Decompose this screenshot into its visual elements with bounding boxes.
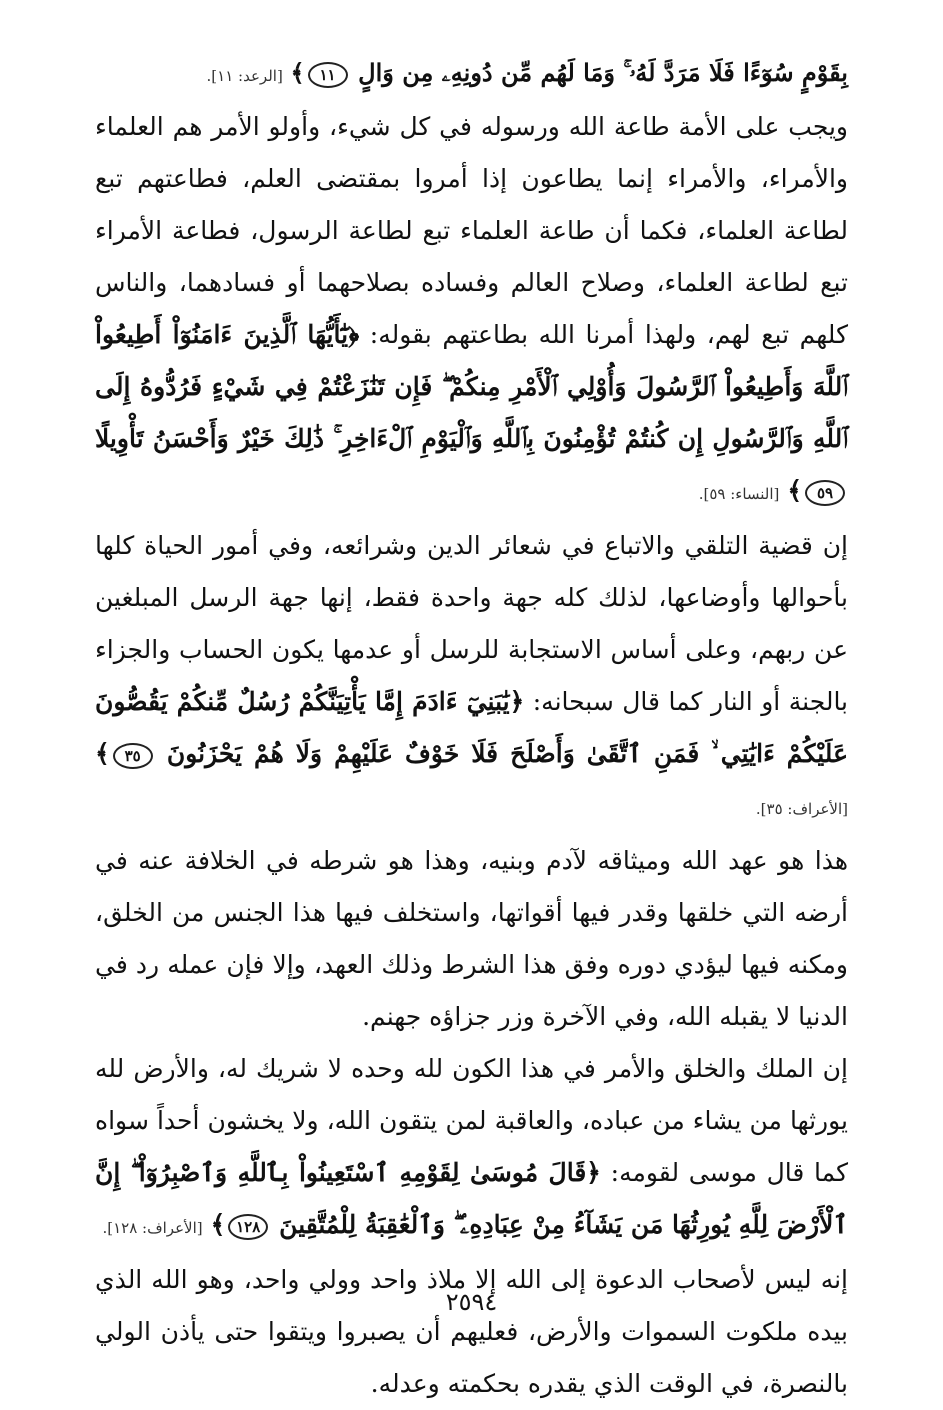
verse-close-bracket: ﴾	[210, 1210, 226, 1239]
verse-reference: [النساء: ٥٩].	[698, 485, 780, 503]
quran-verse: بِقَوْمٍ سُوٓءًا فَلَا مَرَدَّ لَهُۥ ۚ وَمَا لَهُم مِّن دُونِهِۦ مِن وَالٍ	[358, 58, 848, 87]
paragraph-text: هذا هو عهد الله وميثاقه لآدم وبنيه، وهذا هو شرطه في الخلافة عنه في أرضه التي خلقها وقدر فيها أقواتها، واستخلف فيها هذا الجنس من الخلق، ومكنه فيها ليؤدي دوره وفق هذا الشرط وذلك العهد، وإلا فإن عمله رد في الدنيا لا يقبله الله، وفي الآخرة وزر جزاؤه جهنم.	[95, 846, 848, 1031]
paragraph-obedience	[95, 101, 848, 520]
paragraph-dominion	[95, 1043, 848, 1254]
paragraph-covenant	[95, 835, 848, 1043]
paragraph-dawah	[95, 1254, 848, 1410]
page-content	[95, 48, 848, 1410]
verse-reference: [الأعراف: ٣٥].	[755, 800, 848, 818]
ayah-number-badge: ٥٩	[805, 480, 845, 506]
quran-verse: يَٰٓأَيُّهَا ٱلَّذِينَ ءَامَنُوٓاْ أَطِيعُواْ ٱللَّهَ وَأَطِيعُواْ ٱلرَّسُولَ وَأُوْلِي ٱلْأَمْرِ مِنكُمْ ۖ فَإِن تَنَٰزَعْتُمْ فِي شَيْءٍ فَرُدُّوهُ إِلَى ٱللَّهِ وَٱلرَّسُولِ إِن كُنتُمْ تُؤْمِنُونَ بِٱللَّهِ وَٱلْيَوْمِ ٱلْءَاخِرِ ۚ ذَٰلِكَ خَيْرٌ وَأَحْسَنُ تَأْوِيلًا	[95, 320, 848, 453]
verse-open-bracket: ﴿	[586, 1158, 601, 1187]
ayah-number-badge: ١١	[308, 62, 348, 88]
paragraph-text: إن الملك والخلق والأمر في هذا الكون لله وحده لا شريك له، والأرض لله يورثها من يشاء من عباده، والعاقبة لمن يتقون الله، ولا يخشون أحداً سواه كما قال موسى لقومه:	[95, 1054, 848, 1187]
quran-verse: قَالَ مُوسَىٰ لِقَوْمِهِ ٱسْتَعِينُواْ بِٱللَّهِ وَٱصْبِرُوٓاْ ۖ إِنَّ ٱلْأَرْضَ لِلَّهِ يُورِثُهَا مَن يَشَآءُ مِنْ عِبَادِهِۦ ۖ وَٱلْعَٰقِبَةُ لِلْمُتَّقِينَ	[95, 1158, 848, 1239]
page-number: ٢٥٩٤	[445, 1288, 498, 1316]
paragraph-following-messengers	[95, 520, 848, 835]
verse-open-bracket: ﴿	[348, 320, 360, 349]
paragraph-text: إنه ليس لأصحاب الدعوة إلى الله إلا ملاذ واحد وولي واحد، وهو الله الذي بيده ملكوت السموات والأرض، فعليهم أن يصبروا ويتقوا حتى يأذن الولي بالنصرة، في الوقت الذي يقدره بحكمته وعدله.	[95, 1265, 848, 1398]
verse-close-bracket: ﴾	[95, 739, 110, 768]
paragraph-text: إن قضية التلقي والاتباع في شعائر الدين وشرائعه، وفي أمور الحياة كلها بأحوالها وأوضاعها، لذلك كله جهة واحدة فقط، إنها جهة الرسل المبلغين عن ربهم، وعلى أساس الاستجابة للرسل أو عدمها يكون الحساب والجزاء بالجنة أو النار كما قال سبحانه:	[95, 531, 849, 716]
verse-reference: [الأعراف: ١٢٨].	[102, 1219, 203, 1237]
verse-reference: [الرعد: ١١].	[206, 67, 283, 85]
ayah-number-badge: ٣٥	[113, 743, 153, 769]
verse-open-bracket: ﴿	[509, 687, 525, 716]
paragraph-text: ويجب على الأمة طاعة الله ورسوله في كل شيء، وأولو الأمر هم العلماء والأمراء، والأمراء إنما يطاعون إذا أمروا بمقتضى العلم، فطاعتهم تبع لطاعة العلماء، فكما أن طاعة العلماء تبع لطاعة الرسول، فطاعة الأمراء تبع لطاعة العلماء، وصلاح العالم وفساده بصلاحهما أو فسادهما، والناس كلهم تبع لهم، ولهذا أمرنا الله بطاعتهم بقوله:	[95, 112, 848, 349]
quran-verse: يَٰبَنِيٓ ءَادَمَ إِمَّا يَأْتِيَنَّكُمْ رُسُلٌ مِّنكُمْ يَقُصُّونَ عَلَيْكُمْ ءَايَٰتِي ۙ فَمَنِ ٱتَّقَىٰ وَأَصْلَحَ فَلَا خَوْفٌ عَلَيْهِمْ وَلَا هُمْ يَحْزَنُونَ	[95, 687, 848, 768]
verse-close-bracket: ﴾	[787, 476, 802, 505]
top-verse-line	[95, 48, 848, 101]
verse-close-bracket: ﴾	[290, 58, 305, 87]
ayah-number-badge: ١٢٨	[228, 1214, 268, 1240]
